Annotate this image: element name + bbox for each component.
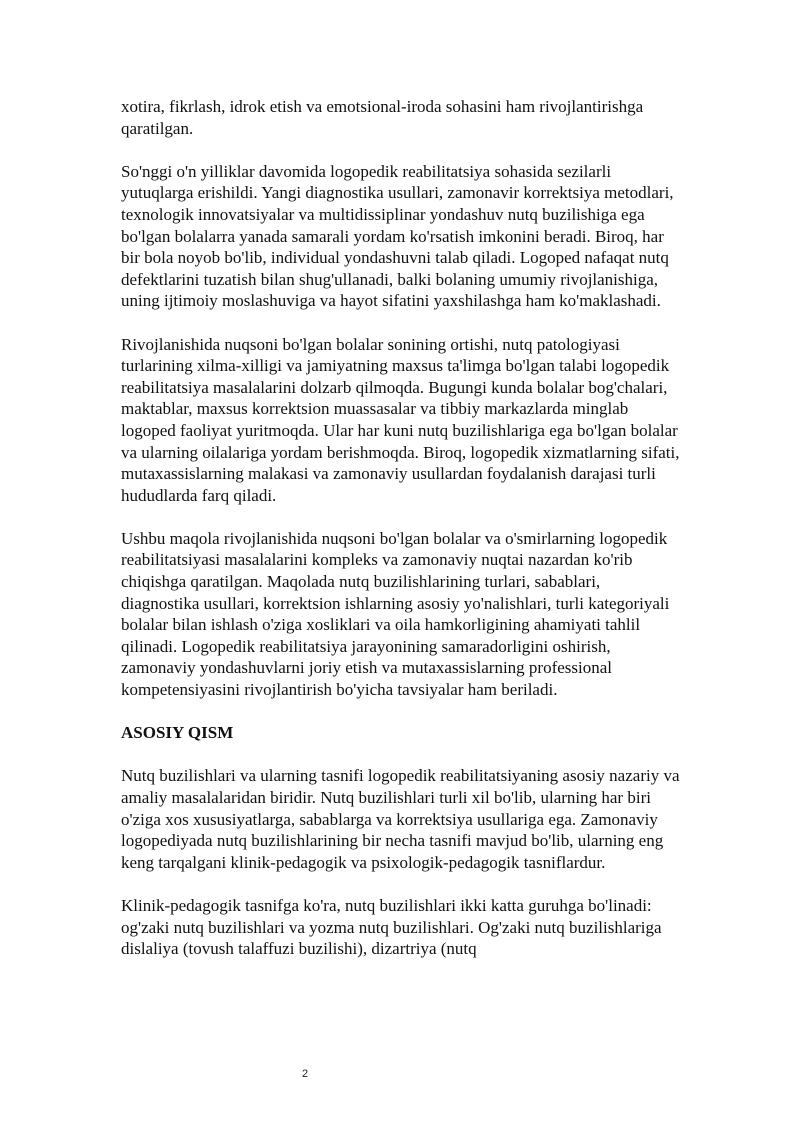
- page-body: [121, 96, 681, 981]
- section-paragraph-2: Klinik-pedagogik tasnifga ko'ra, nutq buzilishlari ikki katta guruhga bo'linadi: og'zaki nutq buzilishlari va yozma nutq buzilishlari. Og'zaki nutq buzilishlariga dislaliya (tovush talaffuzi buzilishi), dizartriya (nutq: [121, 895, 662, 959]
- paragraph-1: xotira, fikrlash, idrok etish va emotsional-iroda sohasini ham rivojlantirishga qaratilgan.: [121, 97, 644, 138]
- section-paragraph-1: Nutq buzilishlari va ularning tasnifi logopedik reabilitatsiyaning asosiy nazariy va amaliy masalalaridan biridir. Nutq buzilishlari turli xil bo'lib, ularning har biri o'ziga xos xususiyatlarga, sabablarga va korrektsiya usullariga ega. Zamonaviy logopediyada nutq buzilishlarining bir necha tasnifi mavjud bo'lib, ularning eng keng tarqalgani klinik-pedagogik va psixologik-pedagogik tasniflardur.: [121, 766, 680, 872]
- paragraph-4: Ushbu maqola rivojlanishida nuqsoni bo'lgan bolalar va o'smirlarning logopedik reabilitatsiyasi masalalarini kompleks va zamonaviy nuqtai nazardan ko'rib chiqishga qaratilgan. Maqolada nutq buzilishlarining turlari, sabablari, diagnostika usullari, korrektsion ishlarning asosiy yo'nalishlari, turli kategoriyali bolalar bilan ishlash o'ziga xosliklari va oila hamkorligining ahamiyati tahlil qilinadi. Logopedik reabilitatsiya jarayonining samaradorligini oshirish, zamonaviy yondashuvlarni joriy etish va mutaxassislarning professional kompetensiyasini rivojlantirish bo'yicha tavsiyalar ham beriladi.: [121, 528, 670, 700]
- page-number: 2: [301, 1068, 309, 1080]
- paragraph-3: Rivojlanishida nuqsoni bo'lgan bolalar sonining ortishi, nutq patologiyasi turlarining xilma-xilligi va jamiyatning maxsus ta'limga bo'lgan talabi logopedik reabilitatsiya masalalarini dolzarb qilmoqda. Bugungi kunda bolalar bog'chalari, maktablar, maxsus korrektsion muassasalar va tibbiy markazlarda minglab logoped faoliyat yuritmoqda. Ular har kuni nutq buzilishlariga ega bo'lgan bolalar va ularning oilalariga yordam berishmoqda. Biroq, logopedik xizmatlarning sifati, mutaxassislarning malakasi va zamonaviy usullardan foydalanish darajasi turli hududlarda farq qiladi.: [121, 334, 680, 505]
- section-heading: ASOSIY QISM: [121, 723, 234, 743]
- paragraph-2: So'nggi o'n yilliklar davomida logopedik reabilitatsiya sohasida sezilarli yutuqlarga erishildi. Yangi diagnostika usullari, zamonavir korrektsiya metodlari, texnologik innovatsiyalar va multidissiplinar yondashuv nutq buzilishiga ega bo'lgan bolalarra yanada samarali yordam ko'rsatish imkonini beradi. Biroq, har bir bola noyob bo'lib, individual yondashuvni talab qiladi. Logoped nafaqat nutq defektlarini tuzatish bilan shug'ullanadi, balki bolaning umumiy rivojlanishiga, uning ijtimoiy moslashuviga va hayot sifatini yaxshilashga ham ko'maklashadi.: [121, 161, 674, 311]
